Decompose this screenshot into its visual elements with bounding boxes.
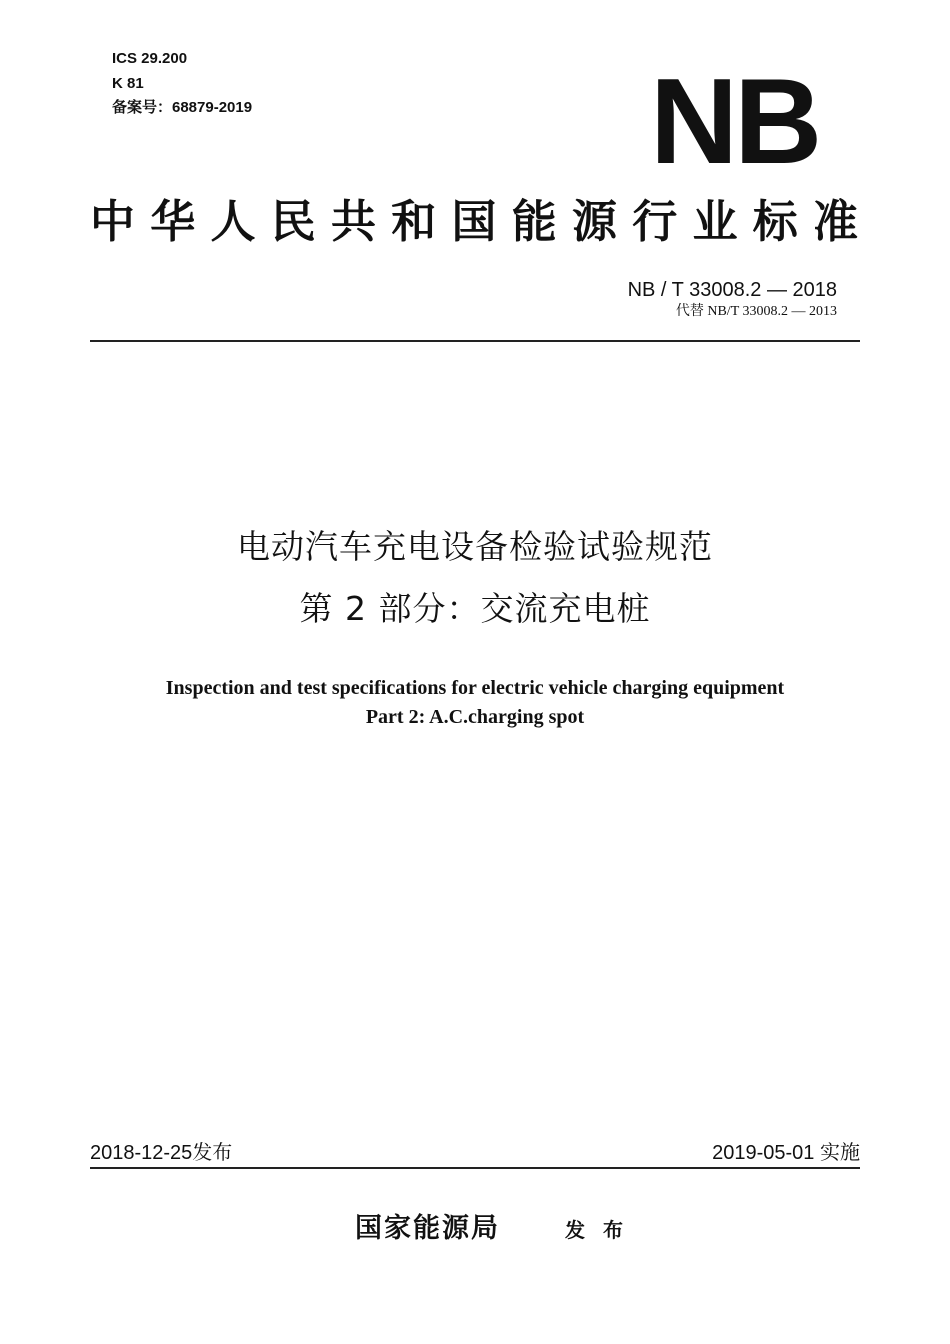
standard-number: NB / T 33008.2 — 2018 [627,279,837,301]
implementation-date: 2019-05-01 实施 [712,1142,860,1164]
chinese-title-line-1: 电动汽车充电设备检验试验规范 [237,527,713,566]
record-number: 备案号：68879-2019 [112,99,253,116]
classification-code: K 81 [112,75,144,92]
issue-date: 2018-12-25发布 [90,1142,233,1164]
header-divider [90,340,860,342]
ics-code: ICS 29.200 [112,50,188,67]
footer-divider [90,1167,860,1169]
chinese-title-line-2: 第 2 部分：交流充电桩 [299,589,651,628]
industry-standard-title: 中华人民共和国能源行业标准 [90,195,860,248]
nb-logo: NB [650,53,819,189]
publisher-name: 国家能源局 [355,1213,500,1244]
publish-label: 发布 [565,1218,641,1242]
english-title-line-2: Part 2: A.C.charging spot [365,706,585,728]
replaces-standard: 代替 NB/T 33008.2 — 2013 [675,304,837,319]
english-title-line-1: Inspection and test specifications for electric vehicle charging equipment [165,677,785,699]
